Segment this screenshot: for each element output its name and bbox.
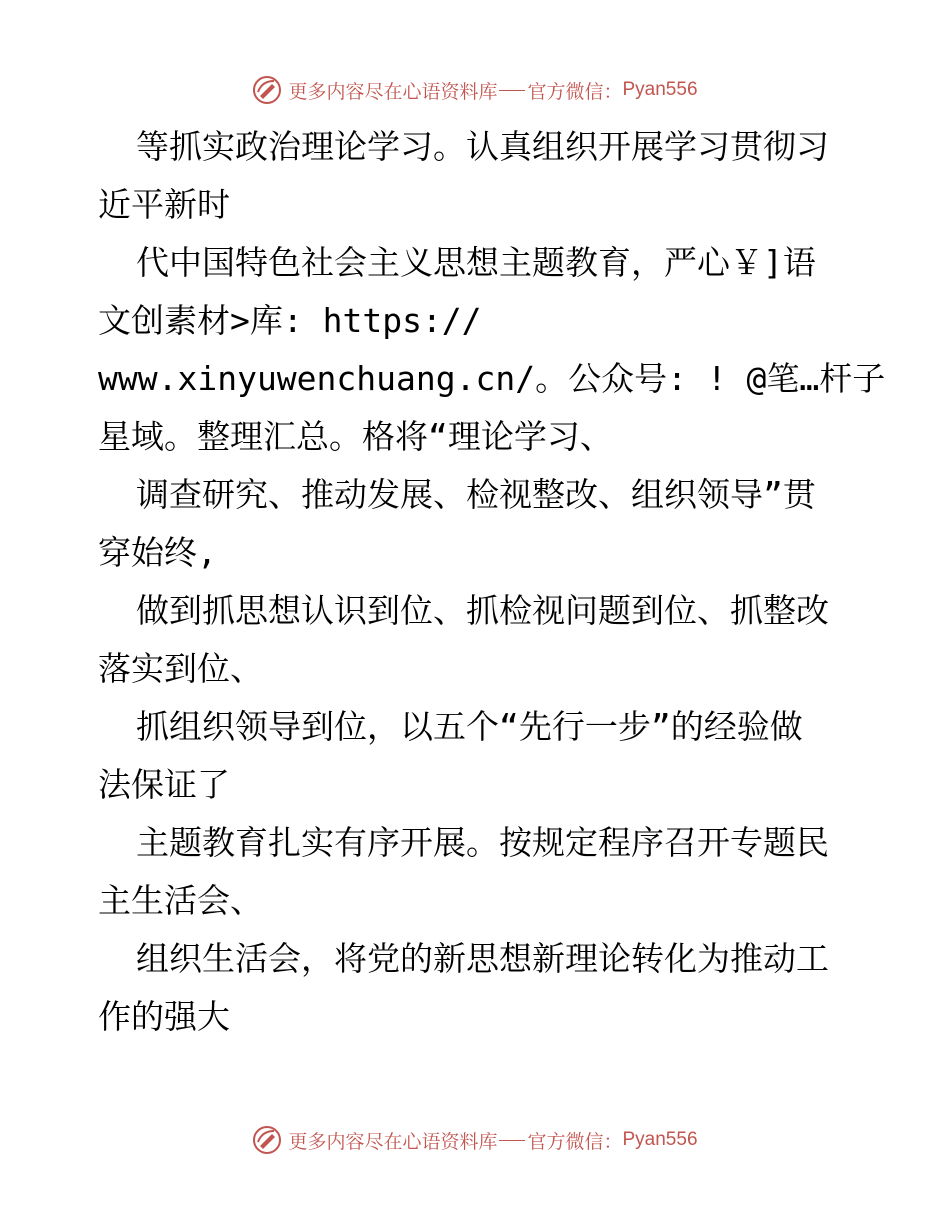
text-line: 主题教育扎实有序开展。按规定程序召开专题民 [136,823,829,862]
text-line: 近平新时 [98,185,230,224]
watermark-label: 官方微信： [527,80,623,103]
watermark-handle: Pyan556 [622,79,698,100]
text-line: 落实到位、 [98,649,263,688]
text-line: 主生活会、 [98,881,263,920]
text-line: 代中国特色社会主义思想主题教育，严心￥]语 [136,243,816,282]
text-line: 作的强大 [98,997,230,1036]
text-line: 调查研究、推动发展、检视整改、组织领导”贯 [136,475,816,514]
watermark-text: 更多内容尽在心语资料库 [288,80,498,103]
text-line: 法保证了 [98,765,230,804]
text-line: 穿始终, [98,533,217,572]
watermark-dash [499,1140,525,1141]
text-line: www.xinyuwenchuang.cn/。公众号: ! @笔…杆子 [98,359,886,398]
watermark-handle: Pyan556 [622,1129,698,1150]
pen-logo-icon [252,1125,282,1155]
text-line: 文创素材>库: https:// [98,301,482,340]
watermark-label: 官方微信： [527,1130,623,1153]
document-body [98,118,886,1046]
text-line: 星域。整理汇总。格将“理论学习、 [98,417,613,456]
text-line: 等抓实政治理论学习。认真组织开展学习贯彻习 [136,127,829,166]
watermark-dash [499,90,525,91]
text-line: 组织生活会，将党的新思想新理论转化为推动工 [136,939,829,978]
watermark-text: 更多内容尽在心语资料库 [288,1130,498,1153]
header-watermark [0,70,950,110]
text-line: 做到抓思想认识到位、抓检视问题到位、抓整改 [136,591,829,630]
footer-watermark [0,1120,950,1160]
pen-logo-icon [252,75,282,105]
text-line: 抓组织领导到位，以五个“先行一步”的经验做 [136,707,803,746]
